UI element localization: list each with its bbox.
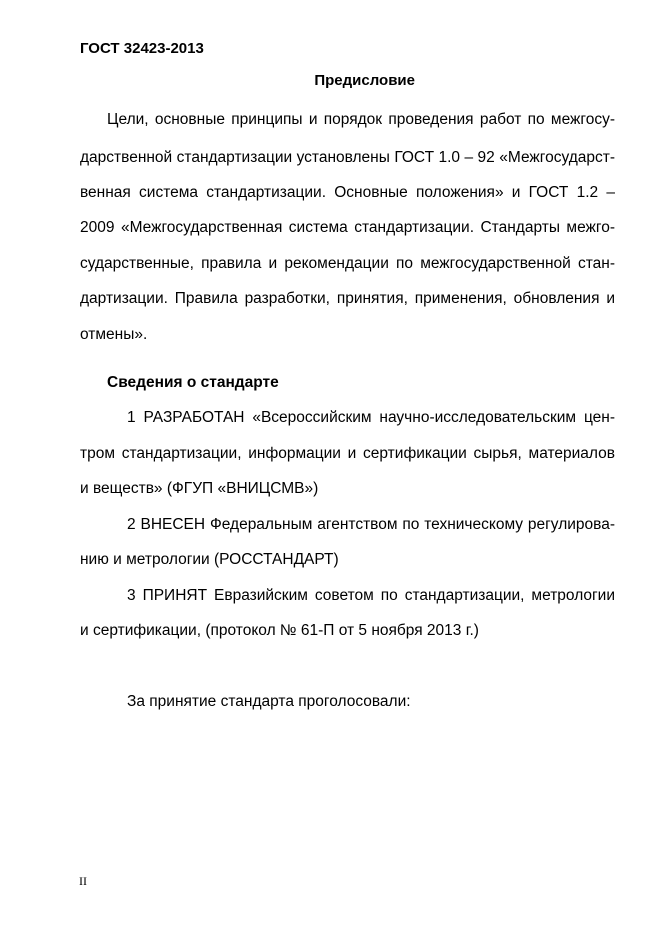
item-3-line: 3 ПРИНЯТ Евразийским советом по стандартизации, метрологии <box>127 587 615 604</box>
vote-line: За принятие стандарта проголосовали: <box>127 693 411 710</box>
item-2-line: нию и метрологии (РОССТАНДАРТ) <box>80 551 339 568</box>
item-3-line: и сертификации, (протокол № 61-П от 5 ноября 2013 г.) <box>80 622 479 639</box>
preface-line: отмены». <box>80 326 148 343</box>
preface-line: дарственной стандартизации установлены ГОСТ 1.0 – 92 «Межгосударст- <box>80 149 615 166</box>
item-1-line: и веществ» (ФГУП «ВНИЦСМВ») <box>80 480 319 497</box>
page-number: II <box>79 874 87 888</box>
standard-header: ГОСТ 32423-2013 <box>80 40 204 57</box>
section-heading: Сведения о стандарте <box>107 374 279 391</box>
preface-line: 2009 «Межгосударственная система стандартизации. Стандарты межго- <box>80 219 615 236</box>
item-2-line: 2 ВНЕСЕН Федеральным агентством по техническому регулирова- <box>127 516 615 533</box>
preface-line: дартизации. Правила разработки, принятия, применения, обновления и <box>80 290 615 307</box>
preface-line: Цели, основные принципы и порядок проведения работ по межгосу- <box>107 111 615 128</box>
page-title: Предисловие <box>314 72 415 89</box>
preface-line: сударственные, правила и рекомендации по межгосударственной стан- <box>80 255 615 272</box>
preface-line: венная система стандартизации. Основные положения» и ГОСТ 1.2 – <box>80 184 615 201</box>
item-1-line: тром стандартизации, информации и сертификации сырья, материалов <box>80 445 615 462</box>
item-1-line: 1 РАЗРАБОТАН «Всероссийским научно-исследовательским цен- <box>127 409 615 426</box>
